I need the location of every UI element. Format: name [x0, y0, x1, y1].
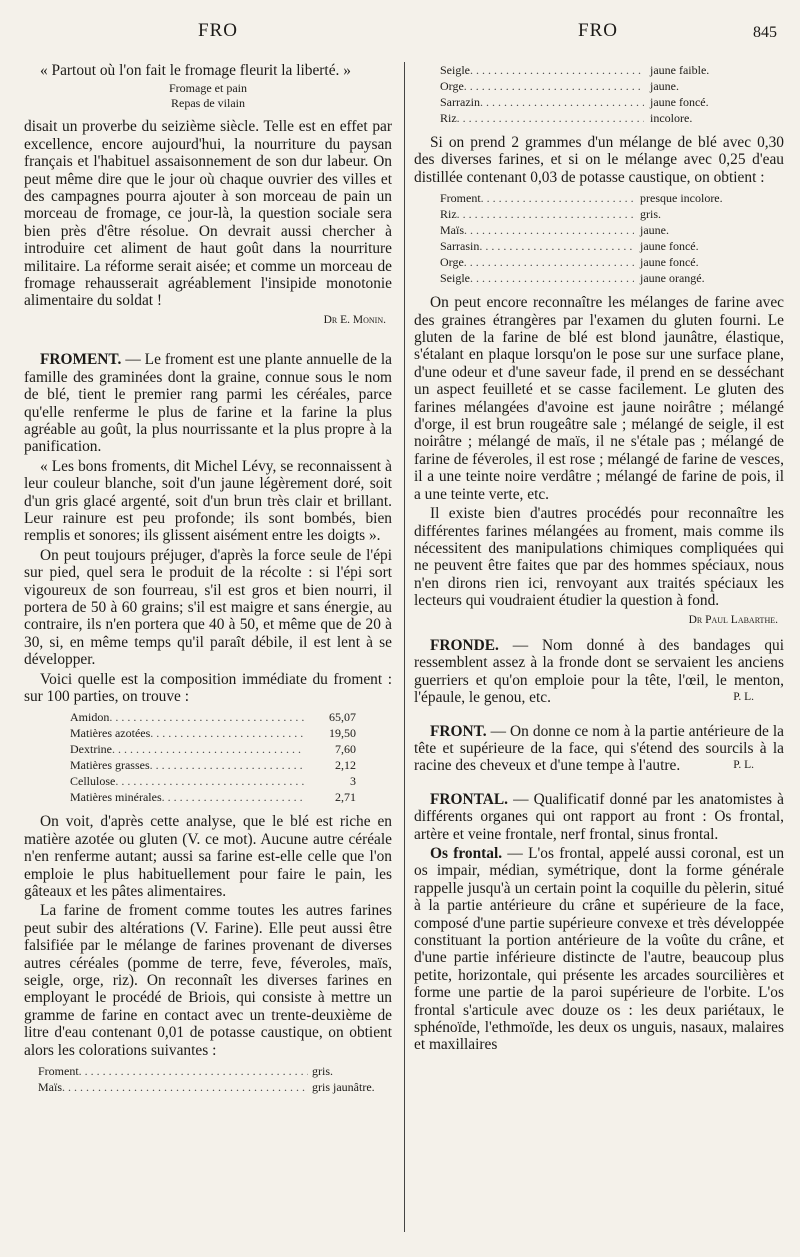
- froment-entry: [24, 351, 392, 455]
- column-divider: [404, 62, 405, 1232]
- page-number: 845: [753, 24, 777, 41]
- froment-paragraph-2: « Les bons froments, dit Michel Lévy, se reconnaissent à leur couleur blanche, soit d'un jaune légèrement doré, soit d'un gris glacé argenté, soit d'un brun très clair et brillant. Leur rainure est peu profonde; ils sont bombés, bien remplis et sonores; ils glissent aisément entre les doigts ».: [24, 457, 392, 545]
- headword-froment: FROMENT.: [40, 351, 122, 369]
- left-column: [24, 62, 392, 1103]
- composition-row: Dextrine . . . 7,60: [70, 741, 356, 757]
- headword-fronde: FRONDE.: [430, 636, 499, 654]
- headword-os-frontal: Os frontal.: [430, 845, 503, 862]
- proverb-line-1: Fromage et pain: [169, 81, 247, 96]
- froment-paragraph-4: Voici quelle est la composition immédiate du froment : sur 100 parties, on trouve :: [24, 670, 392, 705]
- proverb-paragraph: disait un proverbe du seizième siècle. Telle est en effet par excellence, encore aujourd'hui, la nourriture du paysan français et l'habituel assaisonnement de son dur labeur. On peut même dire que le jour où chaque ouvrier des villes et des campagnes pourra ajouter à son morceau de pain un morceau de fromage, ce jour-là, la question sociale sera bien près d'être résolue. On devrait aussi chercher à introduire cet aliment de haut goût dans la nourriture militaire. La réforme serait aisée; et comme un morceau de fromage rehausserait agréablement l'insipide monotonie alimentaire du soldat !: [24, 118, 392, 310]
- coloration-row: Froment . . . gris.: [38, 1063, 384, 1079]
- headword-front: FRONT.: [430, 722, 487, 740]
- fronde-entry: FRONDE. — Nom donné à des bandages qui ressemblent assez à la fronde dont se servaient les anciens guerriers et qu'on emploie pour la tête, l'œil, le menton, l'épaule, le genou, etc. P. L.: [414, 636, 784, 707]
- coloration-row: Maïs . . . jaune.: [440, 222, 748, 238]
- froment-paragraph-6: La farine de froment comme toutes les autres farines peut subir des altérations (V. Farine). Elle peut aussi être falsifiée par le mélange de farines provenant de diverses autres céréales (pomme de terre, feve, féveroles, maïs, seigle, orge, riz). On reconnaît les diverses farines en employant le procédé de Briois, qui consiste à mettre un gramme de farine en contact avec un trente-deuxième de litre d'eau contenant 0,01 de potasse caustique, on obtient alors les colorations suivantes :: [24, 902, 392, 1059]
- composition-table: [24, 709, 392, 805]
- headword-frontal: FRONTAL.: [430, 790, 508, 808]
- coloration-row: Seigle . . . jaune orangé.: [440, 270, 748, 286]
- composition-row: Matières grasses . . . 2,12: [70, 757, 356, 773]
- procedes-paragraph: Il existe bien d'autres procédés pour reconnaître les différentes farines mélangées au froment, mais comme ils nécessitent des manipulations chimiques compliquées qui ne peuvent être faites que par des hommes spéciaux, nous n'en dirons rien ici, renvoyant aux traités spéciaux les lecteurs qui voudraient étudier la question à fond.: [414, 505, 784, 610]
- proverb-line-2: Repas de vilain: [171, 95, 245, 110]
- signature-front: P. L.: [733, 759, 754, 772]
- left-running-head: FRO: [198, 20, 238, 41]
- coloration-row: Riz . . . incolore.: [440, 110, 748, 126]
- coloration-row: Seigle . . . jaune faible.: [440, 62, 748, 78]
- front-entry: FRONT. — On donne ce nom à la partie antérieure de la tête et supérieure de la face, qui s'étend des sourcils à la racine des cheveux et d'une tempe à l'autre. P. L.: [414, 722, 784, 775]
- froment-paragraph-5: On voit, d'après cette analyse, que le blé est riche en matière azotée ou gluten (V. ce mot). Aucune autre céréale n'en renferme autant; aussi sa farine est-elle celle que l'on emploie le plus habituellement pour faire le pain, les gâteaux et les pâtes alimentaires.: [24, 813, 392, 901]
- coloration-table-1: [24, 1063, 392, 1095]
- composition-row: Matières minérales . . . 2,71: [70, 789, 356, 805]
- froment-paragraph-3: On peut toujours préjuger, d'après la force seule de l'épi sur pied, quel sera le produit de la récolte : si l'épi sort vigoureux de son fourreau, s'il est gros et bien nourri, il portera de 50 à 60 grains; s'il est maigre et sans énergie, au contraire, ils n'en portera que 40 à 50, et même que de 20 à 30, si, en même temps qu'il paraît débile, il est lent à se développer.: [24, 546, 392, 669]
- frontal-entry: FRONTAL. — Qualificatif donné par les anatomistes à différents organes qui ont rapport au front : Os frontal, artère et veine frontale, nerf frontal, sinus frontal.: [414, 790, 784, 843]
- coloration-table-1-cont: [414, 62, 784, 126]
- composition-row: Matières azotées . . . 19,50: [70, 725, 356, 741]
- coloration-row: Orge . . . jaune.: [440, 78, 748, 94]
- quote-paragraph: « Partout où l'on fait le fromage fleurit la liberté. »: [40, 62, 351, 79]
- signature-fronde: P. L.: [733, 691, 754, 704]
- composition-row: Cellulose . . . 3: [70, 773, 356, 789]
- composition-row: Amidon . . . 65,07: [70, 709, 356, 725]
- coloration-row: Sarrazin . . . jaune foncé.: [440, 94, 748, 110]
- gluten-paragraph: On peut encore reconnaître les mélanges de farine avec des graines étrangères par l'examen du gluten fourni. Le gluten de la farine de blé est blond jaunâtre, élastique, s'étalant en plaque lorsqu'on le pose sur une surface plane, d'une odeur et d'une saveur fade, il prend en se desséchant un aspect feuilleté et se casse facilement. Le gluten des farines mélangées d'avoine est jaune noirâtre ; mélangé d'orge, il est brun rougeâtre sale ; mélangé de seigle, il est noirâtre ; mélangé de maïs, il ne s'étale pas ; mélangé de farine de féveroles, il est rose ; mélangé de farine de vesces, il a une teinte noire verdâtre ; mélangé de farine de pois, il a une teinte verte, etc.: [414, 294, 784, 503]
- right-running-head: FRO: [578, 20, 618, 41]
- coloration-row: Sarrasin . . . jaune foncé.: [440, 238, 748, 254]
- coloration-row: Maïs . . . gris jaunâtre.: [38, 1079, 384, 1095]
- froment-text-1: — Le froment est une plante annuelle de la famille des graminées dont la graine, connue sous le nom de blé, tient le premier rang parmi les céréales, parce qu'elle renferme le plus de farine et la farine la plus agréable au goût, la plus nourrissante et la plus propre à la panification.: [24, 351, 392, 456]
- os-frontal-entry: Os frontal. — L'os frontal, appelé aussi coronal, est un os impair, médian, symétrique, dont la forme générale rappelle jusqu'à un certain point la coquille du pèlerin, situé à la partie antérieure du crâne et supérieure de la face, composé d'une partie supérieure convexe et très développée constituant la portion antérieure de la voûte du crâne, et d'une partie inférieure distincte de l'autre, beaucoup plus petite, horizontale, qui présente les arcades sourcilières et forme une partie de la paroi supérieure de l'orbite. L'os frontal s'articule avec douze os : les deux pariétaux, le sphénoïde, l'ethmoïde, les deux os unguis, nasaux, malaires et maxillaires: [414, 845, 785, 1054]
- melange-paragraph: Si on prend 2 grammes d'un mélange de blé avec 0,30 des diverses farines, et si on le mélange avec 0,25 d'eau distillée contenant 0,03 de potasse caustique, on obtient :: [414, 134, 784, 186]
- coloration-table-2: [414, 190, 784, 286]
- coloration-row: Riz . . . gris.: [440, 206, 748, 222]
- coloration-row: Orge . . . jaune foncé.: [440, 254, 748, 270]
- right-column: [414, 62, 784, 1056]
- signature-monin: Dr E. Monin.: [323, 313, 386, 326]
- signature-labarthe: Dr Paul Labarthe.: [688, 613, 778, 626]
- coloration-row: Froment . . . presque incolore.: [440, 190, 748, 206]
